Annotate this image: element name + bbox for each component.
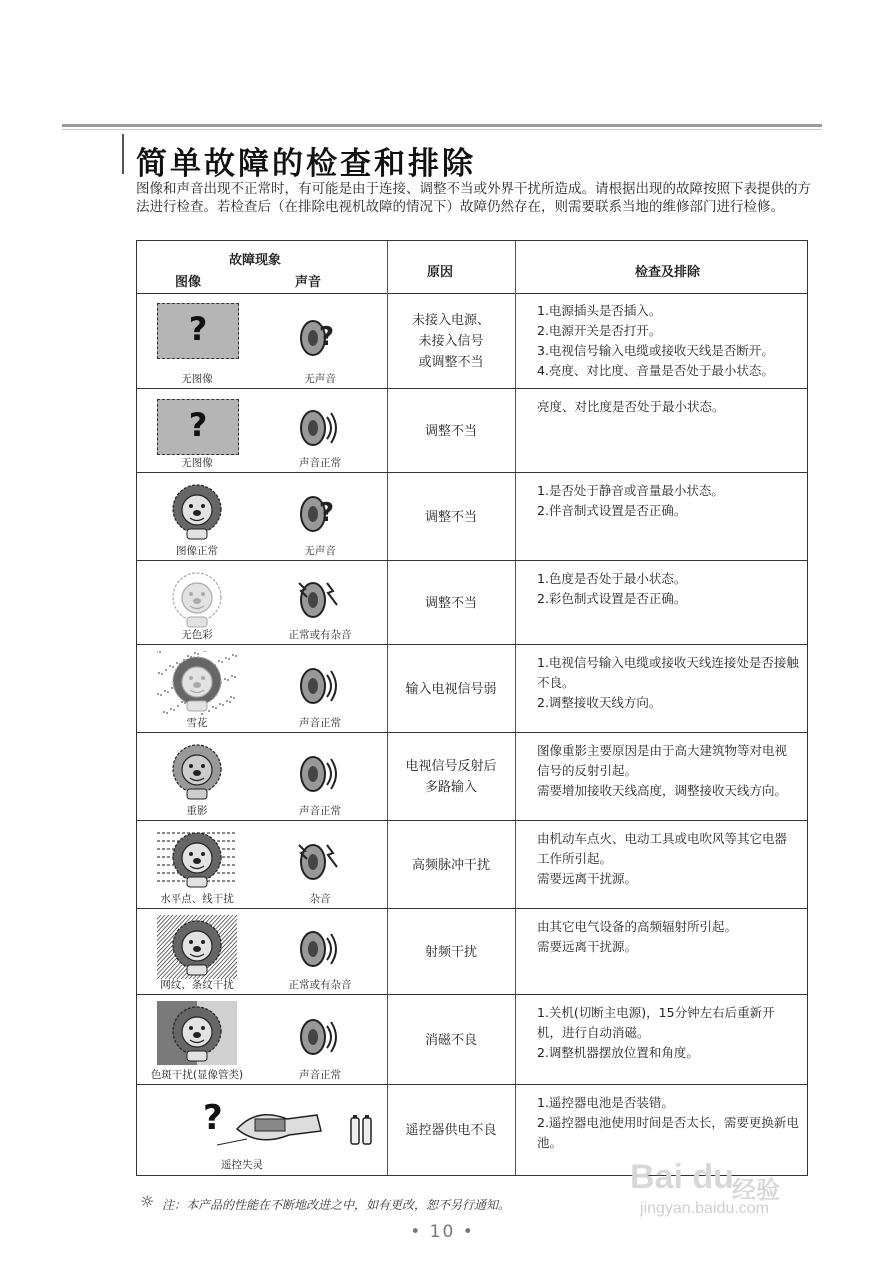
cause-text [389,593,513,614]
table-row [137,995,807,1085]
check-line: 需要远离干扰源。 [537,939,638,954]
image-caption: 无图像 [181,373,213,385]
speaker-icon [297,405,343,455]
image-caption: 水平点、线干扰 [160,893,234,905]
speaker-icon [297,663,343,713]
svg-text:?: ? [203,1098,223,1138]
check-line: 图像重影主要原因是由于高大建筑物等对电视信号的反射引起。 [537,743,788,778]
top-rule-thin [62,129,822,130]
check-text [537,917,799,957]
lion-normal-icon [157,479,237,547]
table-row [137,733,807,821]
sound-caption: 声音正常 [299,457,341,469]
header-sound: 声音 [295,275,322,290]
check-text [537,301,799,381]
lion-color-stain-icon [157,1001,237,1069]
cause-line: 电视信号反射后 [405,759,497,774]
lion-hatch-icon [157,915,237,983]
check-text [537,481,799,521]
check-line: 需要增加接收天线高度，调整接收天线方向。 [537,783,788,798]
check-text [537,1003,799,1063]
check-line: 由其它电气设备的高频辐射所引起。 [537,919,738,934]
check-line: 2.电源开关是否打开。 [537,323,662,338]
title-bar [122,134,124,174]
table-row [137,645,807,733]
top-rule [62,124,822,127]
page-title: 简单故障的检查和排除 [136,146,476,182]
header-cause: 原因 [427,265,454,280]
image-caption: 色斑干扰(显像管类) [150,1069,244,1081]
check-line: 需要远离干扰源。 [537,871,638,886]
cause-line: 未接入信号 [418,333,484,349]
cause-line: 高频脉冲干扰 [411,857,490,873]
check-text [537,1093,799,1153]
sound-caption: 无声音 [304,373,336,385]
watermark-brand: Bai du [630,1158,734,1196]
check-line: 2.调整接收天线方向。 [537,695,662,710]
check-line: 2.伴音制式设置是否正确。 [537,503,687,518]
check-line: 2.调整机器摆放位置和角度。 [537,1045,699,1060]
speaker-icon [297,1014,343,1064]
lion-snow-icon [157,651,237,719]
svg-text:?: ? [319,322,335,352]
table-row [137,293,807,389]
image-caption: 无图像 [181,457,213,469]
table-row [137,389,807,473]
footnote-icon: ☼ [140,1192,155,1211]
check-line: 1.电源插头是否插入。 [537,303,662,318]
lion-lines-icon [157,827,237,895]
header-symptom: 故障现象 [229,253,282,268]
cause-text [389,1120,513,1141]
lion-no-color-icon [157,567,237,635]
check-line: 亮度、对比度是否处于最小状态。 [537,399,725,414]
header-check: 检查及排除 [635,265,701,280]
image-caption: 图像正常 [176,545,218,557]
cause-line: 消磁不良 [424,1032,477,1048]
remote-control-icon [197,1095,327,1155]
no-picture-icon: ? [157,303,239,359]
check-text [537,397,799,417]
image-caption: 重影 [186,805,208,817]
table-header [137,241,807,294]
check-line: 2.遥控器电池使用时间是否太长，需要更换新电池。 [537,1115,799,1150]
lion-ghost-icon [157,739,237,807]
cause-line: 射频干扰 [424,944,477,960]
battery-icon [349,1114,375,1150]
check-line: 由机动车点火、电动工具或电吹风等其它电器工作所引起。 [537,831,788,866]
check-line: 2.彩色制式设置是否正确。 [537,591,687,606]
page-number: • 10 • [410,1222,475,1242]
cause-line: 调整不当 [424,595,477,611]
intro-text: 图像和声音出现不正常时，有可能是由于连接、调整不当或外界干扰所造成。请根据出现的故障按照下表提供的方法进行检查。若检查后（在排除电视机故障的情况下）故障仍然存在，则需要联系当地的维修部门进行检修。 [136,181,811,215]
image-caption: 网纹、条纹干扰 [160,979,234,991]
sound-caption: 杂音 [309,893,331,905]
cause-line: 调整不当 [424,423,477,439]
sound-caption: 无声音 [304,545,336,557]
svg-text:?: ? [319,498,335,528]
check-line: 1.遥控器电池是否装错。 [537,1095,674,1110]
cause-line: 未接入电源、 [411,312,490,328]
check-text [537,741,799,801]
check-line: 1.色度是否处于最小状态。 [537,571,687,586]
speaker-icon [297,751,343,801]
speaker-mute-icon [297,491,343,541]
check-text [537,569,799,609]
check-line: 1.关机(切断主电源)，15分钟左右后重新开机，进行自动消磁。 [537,1005,775,1040]
speaker-mute-icon [297,315,343,365]
footnote: 注：本产品的性能在不断地改进之中，如有更改，恕不另行通知。 [162,1198,511,1212]
image-caption: 雪花 [186,717,208,729]
sound-caption: 正常或有杂音 [288,979,352,991]
check-text [537,653,799,713]
table-row [137,821,807,909]
check-line: 1.电视信号输入电缆或接收天线连接处是否接触不良。 [537,655,799,690]
speaker-noise-icon [297,839,343,889]
sound-caption: 正常或有杂音 [288,629,352,641]
speaker-noise-icon [297,577,343,627]
cause-text [389,310,513,373]
table-row [137,909,807,995]
no-picture-icon: ? [157,399,239,455]
watermark-cn: 经验 [732,1176,780,1204]
cause-text [389,679,513,700]
image-caption: 遥控失灵 [221,1159,263,1171]
cause-text [389,421,513,442]
cause-line: 遥控器供电不良 [405,1122,497,1138]
check-line: 3.电视信号输入电缆或接收天线是否断开。 [537,343,774,358]
speaker-icon [297,926,343,976]
cause-text [389,942,513,963]
image-caption: 无色彩 [181,629,213,641]
table-row [137,561,807,645]
header-image: 图像 [175,275,202,290]
cause-text [389,855,513,876]
cause-line: 输入电视信号弱 [405,681,497,697]
cause-text [389,756,513,798]
sound-caption: 声音正常 [299,1069,341,1081]
cause-text [389,1030,513,1051]
check-text [537,829,799,889]
watermark-url: jingyan.baidu.com [640,1200,769,1217]
sound-caption: 声音正常 [299,805,341,817]
cause-line: 或调整不当 [418,354,484,370]
check-line: 1.是否处于静音或音量最小状态。 [537,483,724,498]
table-row [137,473,807,561]
cause-line: 调整不当 [424,509,477,525]
troubleshooting-table [136,240,808,1176]
cause-line: 多路输入 [424,780,477,795]
cause-text [389,507,513,528]
sound-caption: 声音正常 [299,717,341,729]
check-line: 4.亮度、对比度、音量是否处于最小状态。 [537,363,774,378]
